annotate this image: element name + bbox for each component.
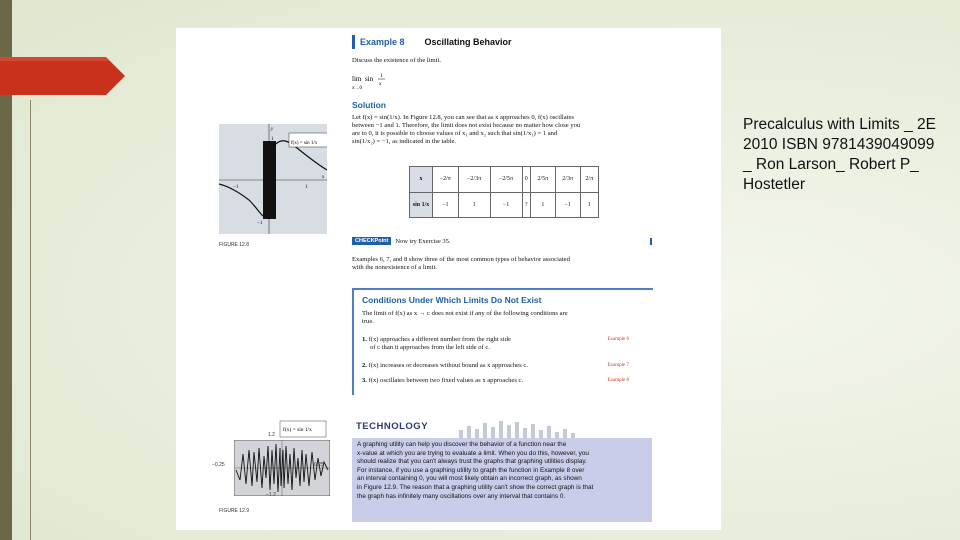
table-cell: 1 <box>530 192 555 218</box>
technology-line: For instance, if you use a graphing utility to graph the function in Example 8 over <box>357 466 585 474</box>
condition-ref-3[interactable]: Example 8 <box>607 378 629 383</box>
example-prompt: Discuss the existence of the limit. <box>352 57 441 64</box>
example-tag: Example 8 <box>352 35 413 49</box>
table-cell: 2/5π <box>530 167 555 193</box>
table-cell: ? <box>522 192 530 218</box>
limit-lim: lim <box>352 75 362 83</box>
left-decor-line <box>30 100 31 540</box>
solution-line: Let f(x) = sin(1/x). In Figure 12.8, you can see that as x approaches 0, f(x) oscillates <box>352 114 574 121</box>
condition-item-1: 1. f(x) approaches a different number from the right side of c than it approaches from the left side of c. <box>362 336 511 351</box>
fig1-y-axis: y <box>271 127 274 132</box>
summary-line: with the nonexistence of a limit. <box>352 264 437 271</box>
condition-ref-1[interactable]: Example 6 <box>607 337 629 342</box>
solution-line: sin(1/x₂) = −1, as indicated in the table. <box>352 138 457 145</box>
fig2-x-right: 0.25 <box>314 462 324 468</box>
table-cell: −2/5π <box>490 167 522 193</box>
conditions-intro-line: true. <box>362 318 374 325</box>
checkpoint-badge: CHECKPoint <box>352 237 391 245</box>
summary-text <box>352 256 652 272</box>
technology-decor <box>457 420 652 438</box>
fig2-y-bot: −1.2 <box>266 492 276 498</box>
technology-line: should realize that you can't always trust the graphs that graphing utilities display. <box>357 458 587 466</box>
fig2-label-text: f(x) = sin 1/x <box>283 427 312 433</box>
values-table <box>409 166 599 218</box>
example-header <box>352 33 512 51</box>
table-row-label: x <box>410 167 433 193</box>
figure-12-9-caption: FIGURE 12.9 <box>219 508 250 514</box>
technology-line: an interval containing 0, you will most likely obtain an incorrect graph, as shown <box>357 475 582 483</box>
table-cell: 2/π <box>580 167 598 193</box>
table-cell: −2/3π <box>458 167 490 193</box>
fig1-y-bot: −1 <box>257 221 263 226</box>
fig1-label: f(x) = sin 1/x <box>291 141 318 146</box>
fig1-x-axis: x <box>322 175 325 180</box>
fig2-x-left: −0.25 <box>212 462 225 468</box>
textbook-page <box>176 28 721 530</box>
conditions-intro <box>362 310 647 326</box>
solution-text <box>352 114 652 146</box>
limit-num: 1 <box>380 73 383 79</box>
solution-line: are to 0, it is possible to choose values of x₁ and x₂ such that sin(1/x₁) = 1 and <box>352 130 558 137</box>
figure-12-8 <box>219 124 327 234</box>
table-row-label: sin 1/x <box>410 192 433 218</box>
technology-line: the graph has infinitely many oscillations over any interval that contains 0. <box>357 492 566 500</box>
technology-line: in Figure 12.9. The reason that a graphing utility can't show the correct graph is that <box>357 483 594 491</box>
oscillation-band <box>263 141 276 219</box>
checkpoint-row <box>352 236 652 246</box>
figure-12-9-label <box>276 420 336 440</box>
limit-sub: x→0 <box>352 86 362 91</box>
table-cell: −1 <box>490 192 522 218</box>
technology-header <box>352 420 652 438</box>
solution-heading: Solution <box>352 100 386 110</box>
red-arrow-decor <box>0 55 127 97</box>
conditions-title: Conditions Under Which Limits Do Not Exist <box>362 295 542 305</box>
fig1-tick-pos: 1 <box>305 185 308 190</box>
conditions-box <box>352 288 653 395</box>
conditions-intro-line: The limit of f(x) as x → c does not exist if any of the following conditions are <box>362 310 568 317</box>
condition-item-3: 3. f(x) oscillates between two fixed values as x approaches c. <box>362 377 524 384</box>
technology-line: x-value at which you are trying to evaluate a limit. When you do this, however, you <box>357 449 589 457</box>
table-cell: 1 <box>580 192 598 218</box>
table-cell: −2/π <box>433 167 459 193</box>
condition-ref-2[interactable]: Example 7 <box>607 363 629 368</box>
figure-12-8-caption: FIGURE 12.8 <box>219 242 250 248</box>
limit-expression <box>352 71 412 93</box>
fig1-y-top: 1 <box>271 137 274 142</box>
limit-fn: sin <box>365 75 374 83</box>
limit-den: x <box>379 81 382 87</box>
condition-item-2: 2. f(x) increases or decreases without bound as x approaches c. <box>362 362 528 369</box>
table-cell: 0 <box>522 167 530 193</box>
fig1-tick-neg: −1 <box>233 185 239 190</box>
solution-line: between −1 and 1. Therefore, the limit does not exist because no matter how close you <box>352 122 581 129</box>
book-reference-text: Precalculus with Limits _ 2E 2010 ISBN 9781439049099 _ Ron Larson_ Robert P_ Hostetler <box>743 116 936 193</box>
table-cell: 2/3π <box>555 167 580 193</box>
fig2-y-top: 1.2 <box>268 432 275 438</box>
technology-box <box>352 420 652 522</box>
checkpoint-text: Now try Exercise 35. <box>395 237 451 245</box>
checkpoint-marker <box>650 238 652 245</box>
table-cell: −1 <box>555 192 580 218</box>
technology-text <box>357 441 647 501</box>
technology-title: TECHNOLOGY <box>356 421 429 432</box>
table-cell: −1 <box>433 192 459 218</box>
technology-line: A graphing utility can help you discover the behavior of a function near the <box>357 441 567 448</box>
summary-line: Examples 6, 7, and 8 show three of the most common types of behavior associated <box>352 256 570 263</box>
table-cell: 1 <box>458 192 490 218</box>
figure-12-9 <box>234 440 330 496</box>
example-title: Oscillating Behavior <box>424 37 512 47</box>
